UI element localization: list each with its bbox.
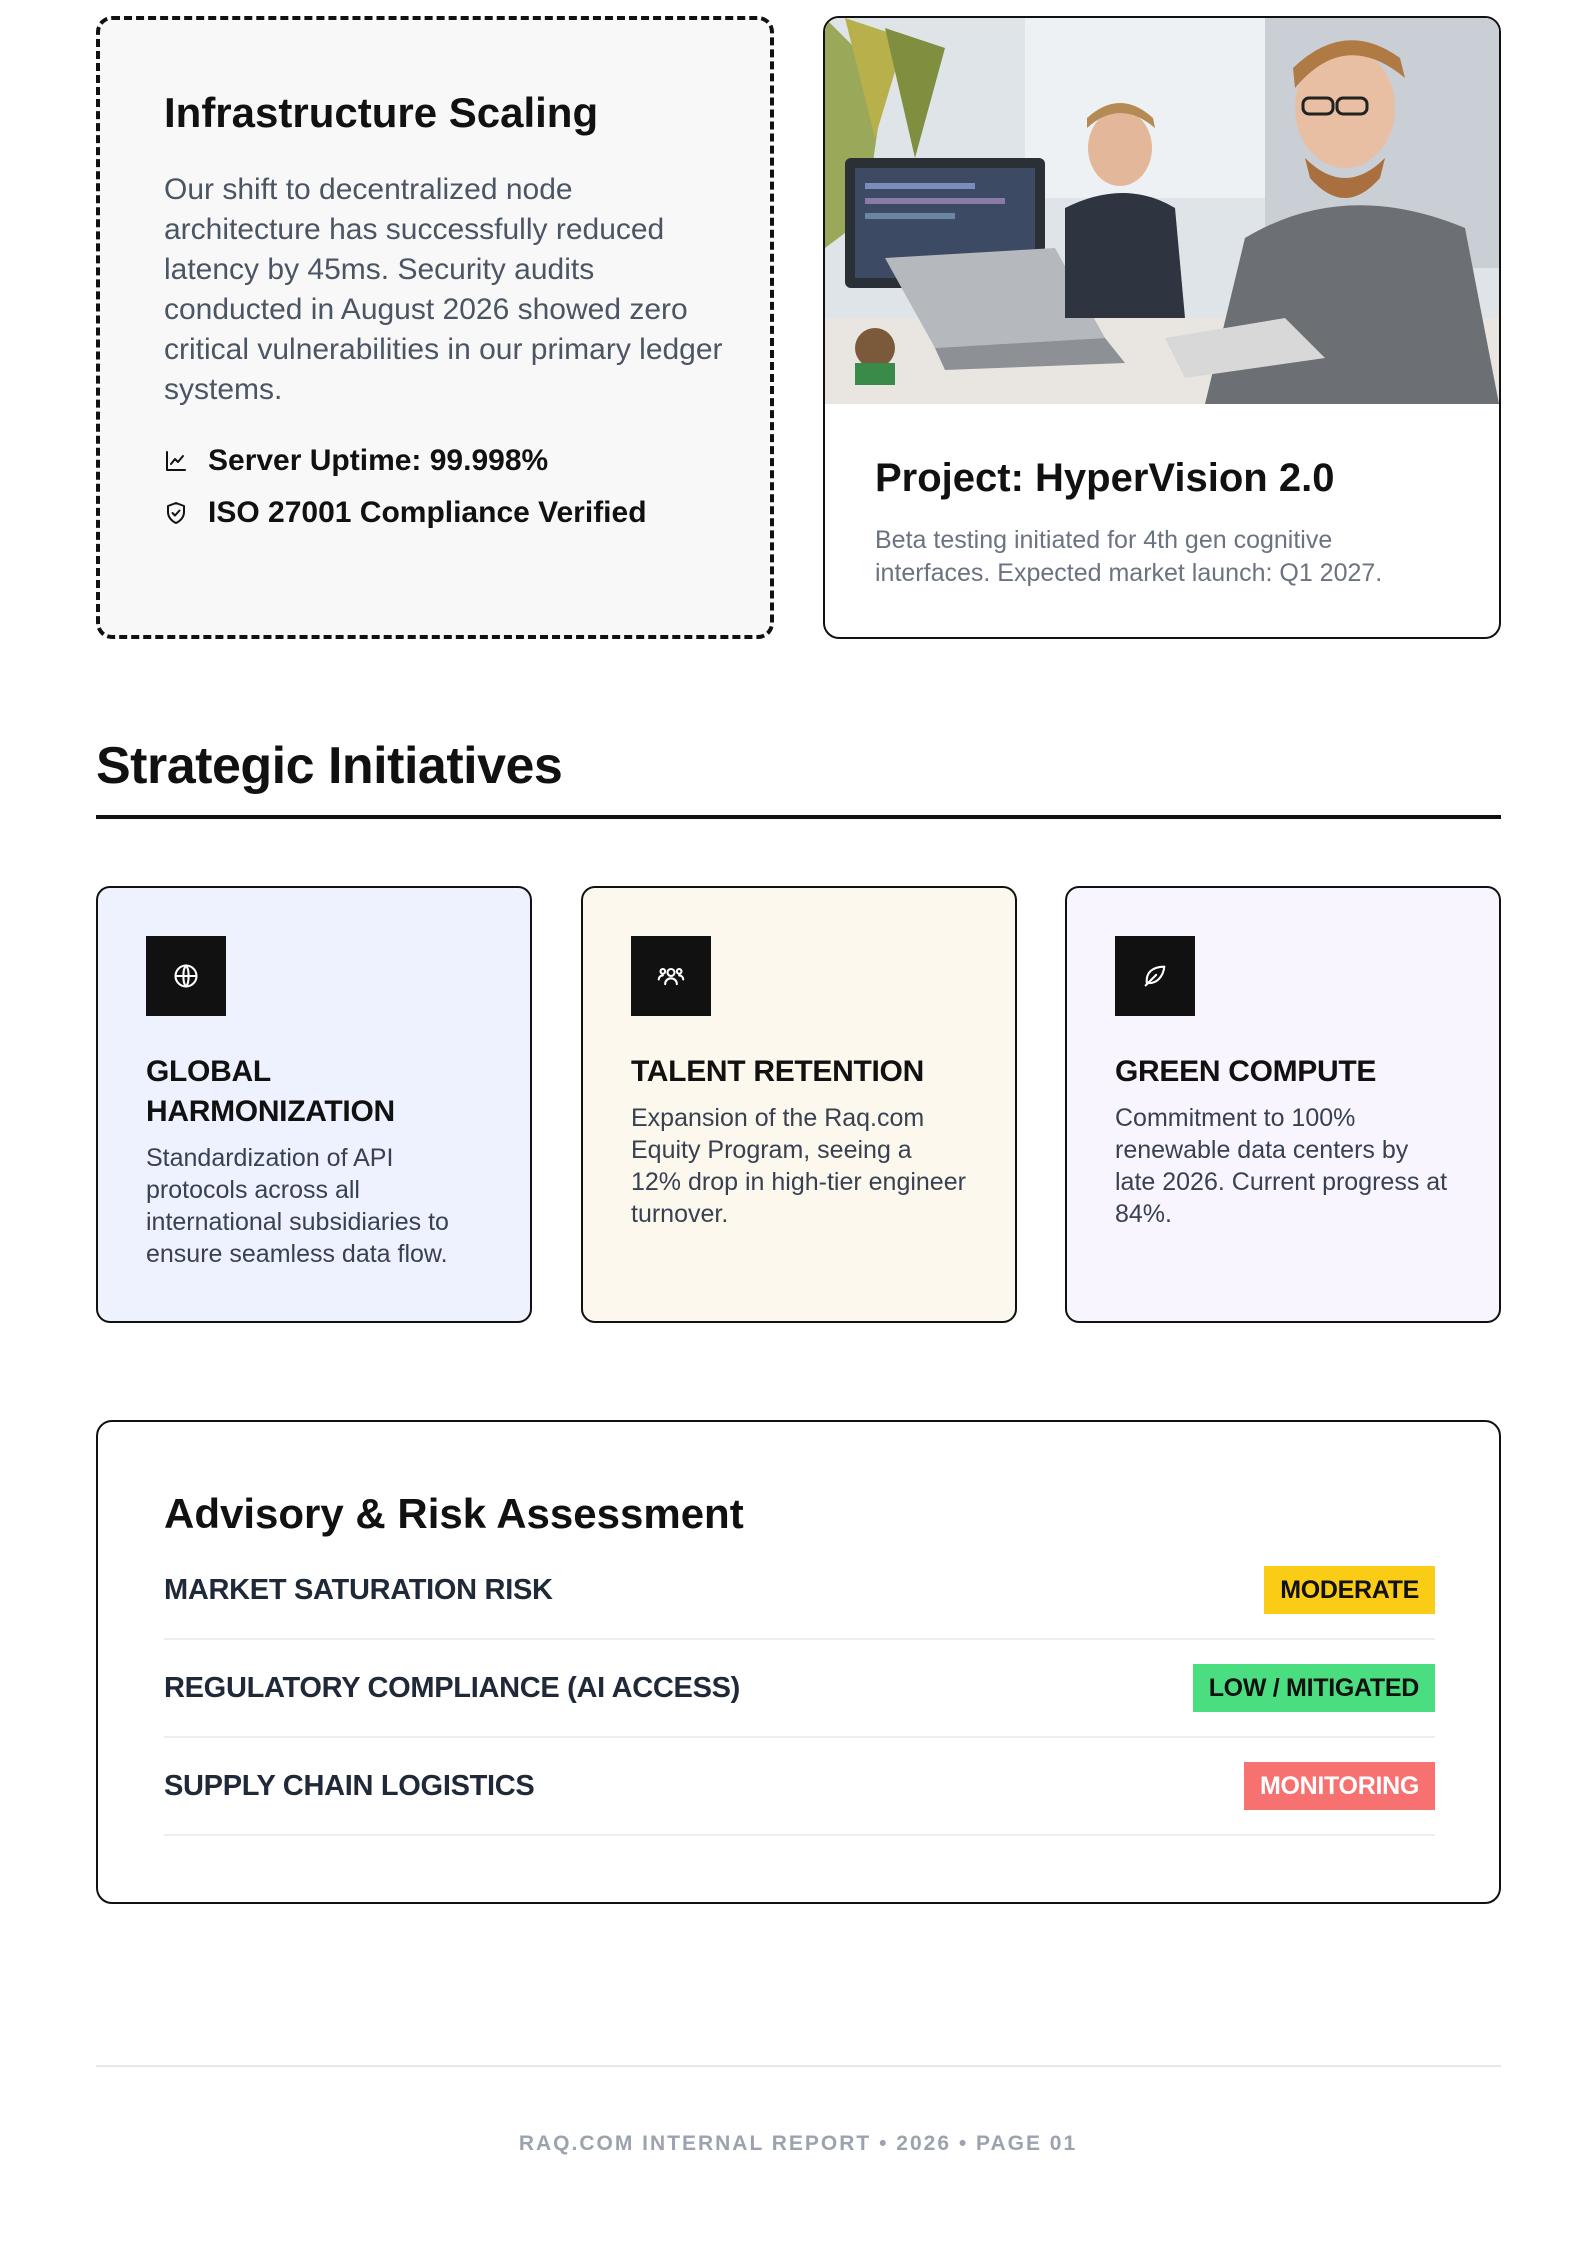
section-divider — [96, 815, 1501, 819]
initiative-card-global-harmonization — [96, 886, 532, 1323]
project-body: Beta testing initiated for 4th gen cognitive interfaces. Expected market launch: Q1 2027. — [875, 526, 1383, 587]
infrastructure-card — [96, 16, 774, 639]
initiative-title: GLOBAL HARMONIZATION — [146, 1055, 395, 1128]
chart-line-icon — [164, 449, 188, 473]
metric-uptime — [164, 444, 710, 478]
status-badge: MODERATE — [1264, 1566, 1435, 1614]
initiative-card-green-compute — [1065, 886, 1501, 1323]
risk-row — [164, 1640, 1435, 1738]
risk-label: MARKET SATURATION RISK — [164, 1573, 553, 1606]
infrastructure-body: Our shift to decentralized node architecture has successfully reduced latency by 45ms. Security audits conducted in August 2026 showed zero critical vulnerabilities in our primary ledger systems. — [164, 173, 723, 407]
risk-title: Advisory & Risk Assessment — [164, 1490, 744, 1537]
project-title: Project: HyperVision 2.0 — [875, 456, 1335, 500]
status-badge: LOW / MITIGATED — [1193, 1664, 1435, 1712]
section-title: Strategic Initiatives — [96, 737, 563, 795]
risk-row — [164, 1542, 1435, 1640]
metric-label: Server Uptime: 99.998% — [208, 444, 549, 478]
metric-compliance — [164, 496, 710, 530]
footer-text: RAQ.COM INTERNAL REPORT • 2026 • PAGE 01 — [518, 2132, 1078, 2155]
initiative-body: Standardization of API protocols across all international subsidiaries to ensure seamless data flow. — [146, 1144, 449, 1268]
infrastructure-title: Infrastructure Scaling — [164, 89, 599, 136]
shield-check-icon — [164, 501, 188, 525]
initiative-body: Expansion of the Raq.com Equity Program, seeing a 12% drop in high-tier engineer turnover. — [631, 1104, 966, 1228]
risk-row — [164, 1738, 1435, 1836]
metric-label: ISO 27001 Compliance Verified — [208, 496, 647, 530]
users-icon — [631, 936, 711, 1016]
risk-label: REGULATORY COMPLIANCE (AI ACCESS) — [164, 1671, 741, 1704]
office-developers-photo — [825, 18, 1499, 404]
globe-icon — [146, 936, 226, 1016]
footer-divider — [96, 2065, 1501, 2067]
leaf-icon — [1115, 936, 1195, 1016]
risk-assessment-card — [96, 1420, 1501, 1904]
status-badge: MONITORING — [1244, 1762, 1435, 1810]
initiative-body: Commitment to 100% renewable data centers by late 2026. Current progress at 84%. — [1115, 1104, 1448, 1228]
initiative-title: TALENT RETENTION — [631, 1055, 924, 1088]
risk-label: SUPPLY CHAIN LOGISTICS — [164, 1769, 535, 1802]
initiative-card-talent-retention — [581, 886, 1017, 1323]
initiative-title: GREEN COMPUTE — [1115, 1055, 1377, 1088]
project-card — [823, 16, 1501, 639]
